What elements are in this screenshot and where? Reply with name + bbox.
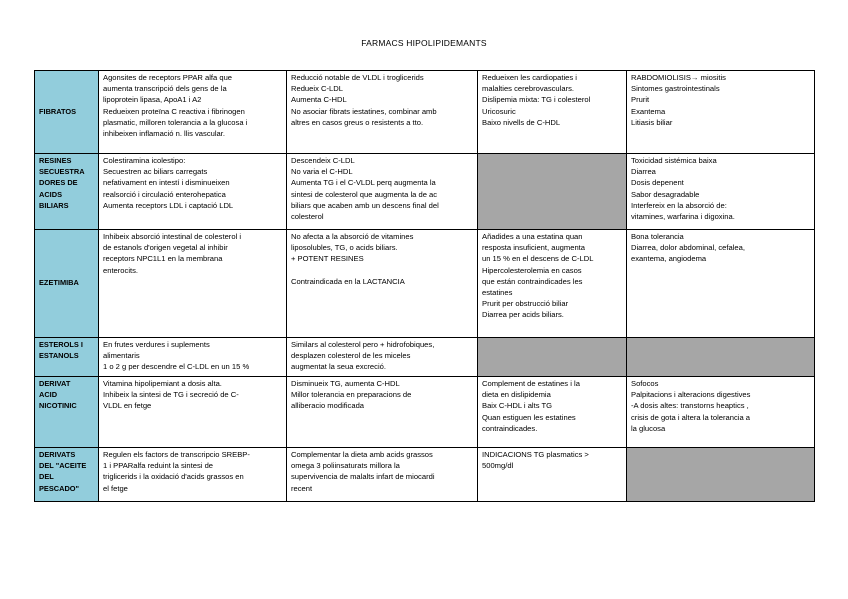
indications-cell [478,154,627,230]
effects-cell: No afecta a la absorció de vitamines liposolubles, TG, o acids biliars. + POTENT RESINES Contraindicada en la LACTANCIA [287,230,478,338]
indications-cell: Complement de estatines i la dieta en dislipidemia Baix C-HDL i alts TG Quan estiguen les estatines contraindicades. [478,377,627,448]
mechanism-cell: En frutes verdures i suplements alimentaris 1 o 2 g per descendre el C-LDL en un 15 % [99,338,287,377]
row-label: ESTEROLS I ESTANOLS [35,338,99,377]
row-label: DERIVATS DEL "ACEITE DEL PESCADO" [35,448,99,502]
mechanism-cell: Agonsites de receptors PPAR alfa que aumenta transcripció dels gens de la lipoprotein lipasa, ApoA1 i A2 Redueixen proteïna C reactiva i fibrinogen plasmatic, milloren tolerancia a la glucosa i inhibeixen inflamació n. llis vascular. [99,71,287,154]
indications-cell: INDICACIONS TG plasmatics > 500mg/dl [478,448,627,502]
table-row [35,448,815,502]
indications-cell: Redueixen les cardiopaties i malalties cerebrovasculars. Dislipemia mixta: TG i colesterol Uricosuric Baixo nivells de C-HDL [478,71,627,154]
mechanism-cell: Regulen els factors de transcripcio SREBP- 1 i PPARalfa reduint la sintesi de triglicerids i la oxidació d'acids grassos en el fetge [99,448,287,502]
adverse-effects-cell [627,338,815,377]
effects-cell: Similars al colesterol pero + hidrofobiques, desplazen colesterol de les miceles augmentat la seua excreció. [287,338,478,377]
adverse-effects-cell [627,448,815,502]
adverse-effects-cell: Toxicidad sistémica baixa Diarrea Dosis depenent Sabor desagradable Interfereix en la absorció de: vitamines, warfarina i digoxina. [627,154,815,230]
mechanism-cell: Inhibeix absorció intestinal de colesterol i de estanols d'origen vegetal al inhibir receptors NPC1L1 en la membrana enterocits. [99,230,287,338]
drug-table [34,70,815,502]
effects-cell: Descendeix C-LDL No varia el C-HDL Aumenta TG i el C-VLDL perq augmenta la sintesi de colesterol que augmenta la de ac biliars que acaben amb un descens final del colesterol [287,154,478,230]
mechanism-cell: Colestiramina icolestipo: Secuestren ac biliars carregats nefativament en intestí i disminueixen realsorció i circulació enterohepatica Aumenta receptors LDL i captació LDL [99,154,287,230]
table-row [35,377,815,448]
table-row [35,230,815,338]
table-row [35,71,815,154]
adverse-effects-cell: Bona tolerancia Diarrea, dolor abdominal, cefalea, exantema, angiodema [627,230,815,338]
effects-cell: Complementar la dieta amb acids grassos omega 3 poliinsaturats millora la supervivencia de malalts infart de miocardi recent [287,448,478,502]
effects-cell: Reducció notable de VLDL i troglicerids Redueix C-LDL Aumenta C-HDL No asociar fibrats iestatines, combinar amb altres en casos greus o resistents a tto. [287,71,478,154]
row-label: FIBRATOS [35,71,99,154]
table-row [35,154,815,230]
effects-cell: Disminueix TG, aumenta C-HDL Millor tolerancia en preparacions de alliberacio modificada [287,377,478,448]
adverse-effects-cell: Sofocos Palpitacions i alteracions digestives -A dosis altes: transtorns heaptics , crisis de gota i altera la tolerancia a la glucosa [627,377,815,448]
mechanism-cell: Vitamina hipolipemiant a dosis alta. Inhibeix la sintesi de TG i secreció de C- VLDL en fetge [99,377,287,448]
page-title: FARMACS HIPOLIPIDEMANTS [361,38,487,48]
row-label: EZETIMIBA [35,230,99,338]
indications-cell [478,338,627,377]
indications-cell: Añadides a una estatina quan resposta insuficient, augmenta un 15 % en el descens de C-LDL Hipercolesterolemia en casos que están contraindicades les estatines Prurit per obstrucció biliar Diarrea per acids biliars. [478,230,627,338]
adverse-effects-cell: RABDOMIOLISIS→ miositis Sintomes gastrointestinals Prurit Exantema Litiasis biliar [627,71,815,154]
table-row [35,338,815,377]
row-label: DERIVAT ACID NICOTINIC [35,377,99,448]
row-label: RESINES SECUESTRA DORES DE ACIDS BILIARS [35,154,99,230]
